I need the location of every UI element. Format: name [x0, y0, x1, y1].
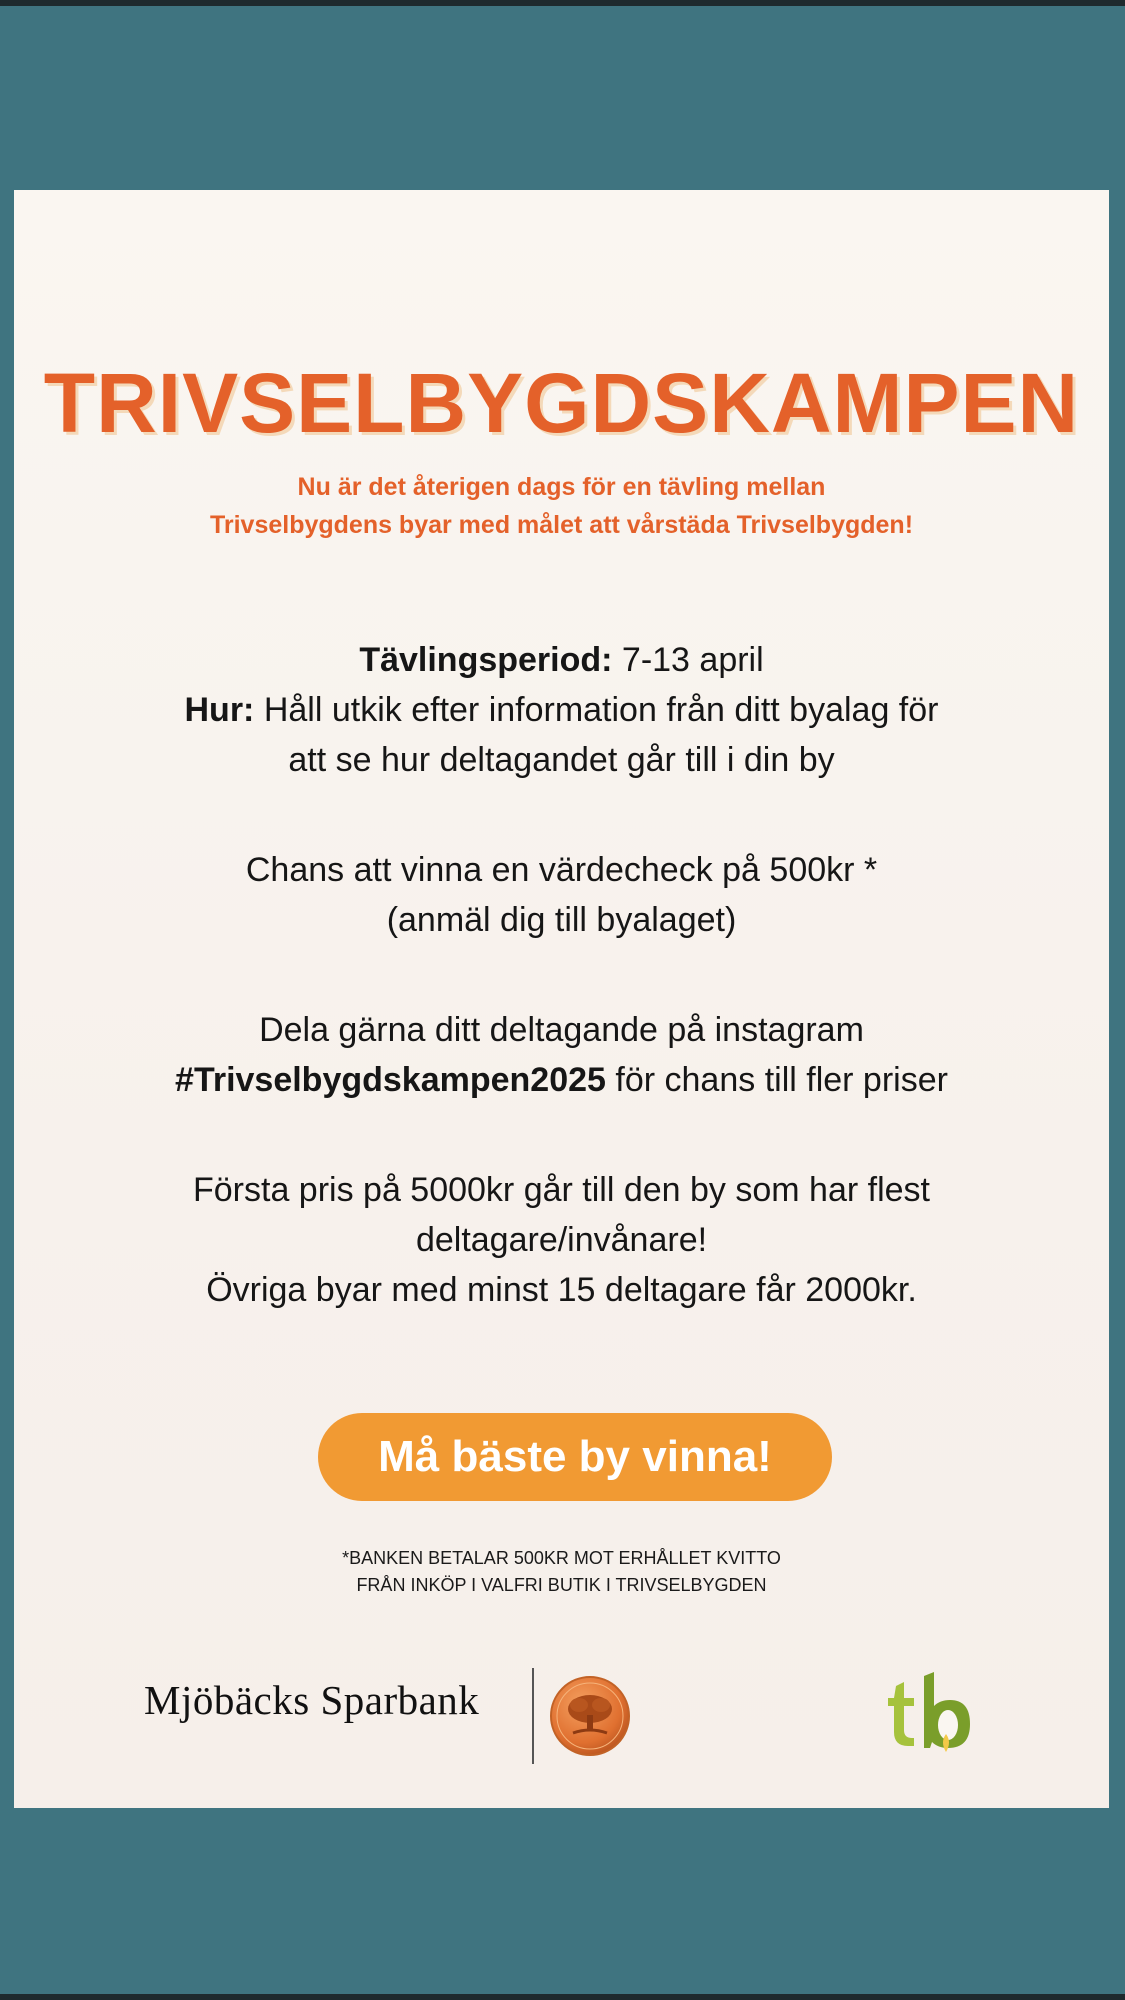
cta-banner: Må bäste by vinna!: [318, 1413, 832, 1501]
poster-subtitle: [14, 468, 1109, 544]
share-line-2: [14, 1055, 1109, 1105]
share-line-1: Dela gärna ditt deltagande på instagram: [259, 1011, 864, 1049]
footnote: [14, 1545, 1109, 1599]
period-label: Tävlingsperiod:: [359, 641, 613, 679]
footnote-line-2: FRÅN INKÖP I VALFRI BUTIK I TRIVSELBYGDEN: [356, 1575, 767, 1595]
chance-block: [14, 845, 1109, 945]
chance-line-1: Chans att vinna en värdecheck på 500kr *: [245, 851, 878, 889]
tb-leaf-logo-icon: [884, 1668, 984, 1758]
footnote-line-1: *BANKEN BETALAR 500KR MOT ERHÅLLET KVITTO: [342, 1548, 781, 1568]
how-text: Håll utkik efter information från ditt byalag för: [254, 691, 939, 729]
how-line-2: att se hur deltagandet går till i din by: [288, 741, 835, 779]
period-line: [14, 635, 1109, 685]
how-label: Hur:: [184, 691, 255, 729]
share-block: [14, 1005, 1109, 1105]
prize-line-3: Övriga byar med minst 15 deltagare får 2000kr.: [206, 1271, 917, 1309]
prize-block: [14, 1165, 1109, 1315]
top-edge: [0, 0, 1125, 6]
period-and-how: [14, 635, 1109, 785]
subtitle-line-2: Trivselbygdens byar med målet att vårstäda Trivselbygden!: [209, 511, 914, 539]
prize-line-2: deltagare/invånare!: [415, 1221, 708, 1259]
hashtag: #Trivselbygdskampen2025: [175, 1061, 606, 1099]
share-rest: för chans till fler priser: [605, 1061, 948, 1099]
period-value: 7-13 april: [612, 641, 764, 679]
bank-name: Mjöbäcks Sparbank: [144, 1677, 480, 1723]
poster-title: TRIVSELBYGDSKAMPEN: [43, 356, 1080, 450]
poster-card: [14, 190, 1109, 1808]
subtitle-line-1: Nu är det återigen dags för en tävling mellan: [297, 473, 826, 501]
bottom-edge: [0, 1994, 1125, 2000]
logo-divider: [532, 1668, 534, 1764]
how-line-1: [14, 685, 1109, 735]
tree-coin-icon: [549, 1675, 631, 1757]
chance-line-2: (anmäl dig till byalaget): [386, 901, 737, 939]
prize-line-1: Första pris på 5000kr går till den by som har flest: [193, 1171, 930, 1209]
